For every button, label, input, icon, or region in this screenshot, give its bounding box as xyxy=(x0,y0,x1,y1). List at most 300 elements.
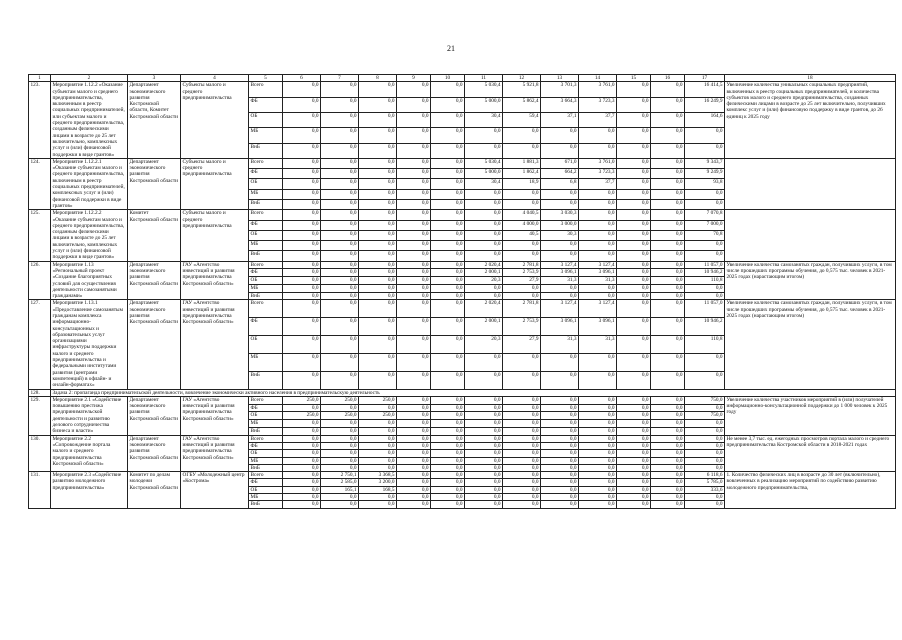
funding-amount: 0,0 xyxy=(465,427,503,435)
expected-result: Увеличение количества самозанятых граждан, получивших услуги, в том числе прошедших программы обучения, до 0,575 тыс. человек в 2021-2025 годах (нарастающим итогом) xyxy=(725,300,896,389)
funding-amount: 0,0 xyxy=(617,457,651,464)
funding-amount: 0,0 xyxy=(431,494,465,501)
funding-source: Всего xyxy=(249,261,283,269)
activity-funding-row xyxy=(29,158,896,168)
funding-amount: 0,0 xyxy=(283,494,321,501)
funding-amount: 250,0 xyxy=(321,396,359,404)
funding-amount: 0,0 xyxy=(541,501,579,508)
column-number-header: 4 xyxy=(181,75,249,82)
funding-amount: 0,0 xyxy=(465,472,503,479)
funding-amount: 0,0 xyxy=(651,169,685,179)
funding-amount: 0,0 xyxy=(397,420,431,428)
activity-name: Мероприятие 2.1 «Содействие повышению престижа предпринимательской деятельности и развитию делового сотрудничества бизнеса и власти» xyxy=(51,396,128,435)
funding-amount: 671,0 xyxy=(541,158,579,168)
funding-amount: 0,0 xyxy=(359,420,397,428)
funding-amount: 0,0 xyxy=(397,412,431,420)
funding-amount: 0,0 xyxy=(431,241,465,251)
expected-result xyxy=(725,210,896,261)
funding-amount: 0,0 xyxy=(651,435,685,442)
funding-recipient: ГАУ «Агентство инвестиций и развития предпринимательства Костромской области» xyxy=(181,396,249,435)
funding-amount: 0,0 xyxy=(617,277,651,285)
funding-amount: 0,0 xyxy=(397,427,431,435)
funding-amount: 165,1 xyxy=(321,486,359,493)
funding-amount: 0,0 xyxy=(397,220,431,230)
funding-source: ВнБ xyxy=(249,371,283,389)
column-number-header: 6 xyxy=(283,75,321,82)
funding-amount: 0,0 xyxy=(617,336,651,354)
funding-amount: 0,0 xyxy=(283,82,321,97)
activity-name: Мероприятие 1.12.2.1 «Оказание субъектам малого и среднего предпринимательства, включенным в реестр социальных предпринимателей, комплексных услуг и (или) финансовой поддержки в виде грантов» xyxy=(51,158,128,209)
funding-amount: 0,0 xyxy=(503,457,541,464)
funding-amount: 0,0 xyxy=(359,179,397,189)
funding-amount: 0,0 xyxy=(431,82,465,97)
funding-source: МБ xyxy=(249,457,283,464)
funding-amount: 0,0 xyxy=(651,179,685,189)
funding-amount: 0,0 xyxy=(397,277,431,285)
funding-amount: 0,0 xyxy=(283,277,321,285)
funding-amount: 0,0 xyxy=(397,404,431,412)
funding-amount: 0,0 xyxy=(431,112,465,127)
funding-amount: 0,0 xyxy=(283,97,321,112)
funding-amount: 0,0 xyxy=(359,464,397,471)
funding-amount: 0,0 xyxy=(397,353,431,371)
funding-amount: 0,0 xyxy=(397,464,431,471)
funding-amount: 0,0 xyxy=(321,277,359,285)
row-number: 124. xyxy=(29,158,51,209)
funding-amount: 0,0 xyxy=(359,199,397,209)
funding-source: ОБ xyxy=(249,230,283,240)
funding-amount: 0,0 xyxy=(651,457,685,464)
funding-amount: 0,0 xyxy=(617,318,651,336)
expected-result: Увеличение количества самозанятых граждан, получивших услуги, в том числе прошедших программы обучения, до 0,575 тыс. человек в 2021-2025 годах (нарастающим итогом) xyxy=(725,261,896,300)
funding-amount: 0,0 xyxy=(617,230,651,240)
funding-amount: 0,0 xyxy=(617,353,651,371)
funding-amount: 40,5 xyxy=(503,230,541,240)
funding-amount: 0,0 xyxy=(651,251,685,261)
funding-source: ФБ xyxy=(249,318,283,336)
funding-source: ОБ xyxy=(249,179,283,189)
funding-amount: 0,0 xyxy=(579,472,617,479)
funding-amount: 0,0 xyxy=(283,179,321,189)
funding-recipient: Субъекты малого и среднего предпринимательства xyxy=(181,82,249,159)
funding-amount: 16 249,9 xyxy=(685,97,725,112)
funding-amount: 3 200,0 xyxy=(359,479,397,486)
funding-amount: 5 000,0 xyxy=(465,97,503,112)
responsible-executor: Департамент экономического развития Костромской области xyxy=(128,158,181,209)
funding-amount: 0,0 xyxy=(321,494,359,501)
funding-amount: 5 000,0 xyxy=(465,169,503,179)
funding-amount: 30,4 xyxy=(465,112,503,127)
funding-amount: 664,2 xyxy=(541,169,579,179)
funding-amount: 0,0 xyxy=(359,300,397,318)
funding-amount: 0,0 xyxy=(651,284,685,292)
funding-amount: 10 946,2 xyxy=(685,318,725,336)
funding-amount: 0,0 xyxy=(651,277,685,285)
funding-amount: 0,0 xyxy=(465,479,503,486)
funding-amount: 0,0 xyxy=(651,486,685,493)
funding-amount: 6 118,6 xyxy=(685,472,725,479)
funding-amount: 0,0 xyxy=(503,292,541,300)
funding-source: ФБ xyxy=(249,404,283,412)
funding-amount: 7 070,8 xyxy=(685,210,725,220)
funding-amount: 0,0 xyxy=(465,143,503,158)
funding-amount: 0,0 xyxy=(397,435,431,442)
funding-amount: 0,0 xyxy=(541,199,579,209)
funding-source: ФБ xyxy=(249,269,283,277)
funding-amount: 333,6 xyxy=(685,486,725,493)
activity-name: Мероприятие 1.13 «Региональный проект «Создание благоприятных условий для осуществления деятельности самозанятыми гражданами» xyxy=(51,261,128,300)
funding-source: МБ xyxy=(249,353,283,371)
funding-amount: 0,0 xyxy=(321,97,359,112)
funding-amount: 0,0 xyxy=(431,210,465,220)
funding-amount: 2 750,1 xyxy=(321,472,359,479)
funding-amount: 0,0 xyxy=(397,128,431,143)
funding-amount: 0,0 xyxy=(359,457,397,464)
funding-amount: 0,0 xyxy=(283,169,321,179)
funding-amount: 0,0 xyxy=(651,269,685,277)
funding-amount: 0,0 xyxy=(321,158,359,168)
funding-amount: 3 127,4 xyxy=(541,300,579,318)
funding-amount: 11 057,0 xyxy=(685,261,725,269)
funding-amount: 0,0 xyxy=(465,189,503,199)
funding-amount: 0,0 xyxy=(283,143,321,158)
funding-amount: 0,0 xyxy=(397,230,431,240)
funding-amount: 0,0 xyxy=(283,420,321,428)
funding-amount: 0,0 xyxy=(359,128,397,143)
funding-amount: 1 862,4 xyxy=(503,169,541,179)
funding-amount: 0,0 xyxy=(651,261,685,269)
activity-funding-row xyxy=(29,261,896,269)
funding-amount: 0,0 xyxy=(617,82,651,97)
expected-result: Увеличение количества участников мероприятий в (или) получателей информационно-консультационной поддержки до 1 000 человек к 2025 году xyxy=(725,396,896,435)
responsible-executor: Департамент экономического развития Костромской области, Комитет Костромской области xyxy=(128,82,181,159)
funding-amount: 250,0 xyxy=(359,396,397,404)
funding-amount: 0,0 xyxy=(431,318,465,336)
funding-amount: 6,8 xyxy=(541,179,579,189)
funding-amount: 0,0 xyxy=(651,494,685,501)
funding-amount: 0,0 xyxy=(431,261,465,269)
funding-amount: 0,0 xyxy=(321,82,359,97)
funding-amount: 0,0 xyxy=(321,450,359,457)
funding-amount: 20,3 xyxy=(465,277,503,285)
expected-result xyxy=(725,158,896,209)
funding-amount: 0,0 xyxy=(465,251,503,261)
funding-amount: 0,0 xyxy=(617,261,651,269)
funding-amount: 0,0 xyxy=(617,427,651,435)
funding-amount: 250,0 xyxy=(283,412,321,420)
funding-amount: 0,0 xyxy=(283,353,321,371)
funding-amount: 0,0 xyxy=(321,457,359,464)
funding-amount: 0,0 xyxy=(283,457,321,464)
funding-amount: 0,0 xyxy=(465,230,503,240)
funding-source: ОБ xyxy=(249,112,283,127)
funding-amount: 0,0 xyxy=(617,169,651,179)
funding-amount: 0,0 xyxy=(579,230,617,240)
column-number-header: 15 xyxy=(617,75,651,82)
funding-amount: 0,0 xyxy=(651,420,685,428)
funding-amount: 3 127,4 xyxy=(541,261,579,269)
funding-amount: 0,0 xyxy=(651,479,685,486)
funding-source: ВнБ xyxy=(249,292,283,300)
funding-amount: 0,0 xyxy=(617,179,651,189)
funding-amount: 0,0 xyxy=(283,450,321,457)
funding-amount: 0,0 xyxy=(397,158,431,168)
column-number-header: 16 xyxy=(651,75,685,82)
funding-amount: 0,0 xyxy=(359,371,397,389)
funding-amount: 0,0 xyxy=(359,501,397,508)
funding-amount: 0,0 xyxy=(617,158,651,168)
funding-amount: 0,0 xyxy=(651,336,685,354)
funding-amount: 0,0 xyxy=(431,179,465,189)
funding-amount: 0,0 xyxy=(431,442,465,449)
funding-amount: 0,0 xyxy=(283,318,321,336)
funding-amount: 0,0 xyxy=(617,199,651,209)
funding-amount: 0,0 xyxy=(431,189,465,199)
funding-amount: 0,0 xyxy=(503,450,541,457)
column-number-header: 8 xyxy=(359,75,397,82)
funding-source: МБ xyxy=(249,420,283,428)
funding-amount: 0,0 xyxy=(397,494,431,501)
funding-amount: 3 096,1 xyxy=(579,269,617,277)
expected-result: Не менее 3,7 тыс. ед. ежегодных просмотров портала малого и среднего предпринимательства Костромской области в 2018-2021 годах xyxy=(725,435,896,471)
column-number-header-row xyxy=(29,75,896,82)
funding-amount: 0,0 xyxy=(465,457,503,464)
funding-amount: 0,0 xyxy=(431,336,465,354)
row-number: 131. xyxy=(29,472,51,508)
funding-recipient: Субъекты малого и среднего предпринимательства xyxy=(181,158,249,209)
funding-source: МБ xyxy=(249,128,283,143)
funding-amount: 0,0 xyxy=(431,230,465,240)
funding-amount: 0,0 xyxy=(397,371,431,389)
funding-amount: 3 096,1 xyxy=(579,318,617,336)
funding-amount: 0,0 xyxy=(465,442,503,449)
funding-amount: 0,0 xyxy=(359,169,397,179)
funding-amount: 0,0 xyxy=(321,128,359,143)
column-number-header: 17 xyxy=(685,75,725,82)
row-number: 126. xyxy=(29,261,51,300)
funding-amount: 0,0 xyxy=(541,464,579,471)
funding-amount: 0,0 xyxy=(685,128,725,143)
funding-source: МБ xyxy=(249,494,283,501)
funding-amount: 0,0 xyxy=(503,486,541,493)
funding-amount: 0,0 xyxy=(685,189,725,199)
funding-amount: 0,0 xyxy=(397,179,431,189)
funding-source: ОБ xyxy=(249,486,283,493)
funding-amount: 5 921,8 xyxy=(503,82,541,97)
funding-amount: 0,0 xyxy=(541,427,579,435)
funding-amount: 3 096,1 xyxy=(541,269,579,277)
funding-amount: 0,0 xyxy=(617,404,651,412)
funding-amount: 0,0 xyxy=(431,353,465,371)
funding-amount: 0,0 xyxy=(431,396,465,404)
funding-amount: 0,0 xyxy=(541,412,579,420)
funding-source: ОБ xyxy=(249,450,283,457)
funding-amount: 0,0 xyxy=(397,442,431,449)
funding-amount: 0,0 xyxy=(397,112,431,127)
funding-amount: 0,0 xyxy=(465,199,503,209)
funding-amount: 250,0 xyxy=(321,412,359,420)
funding-amount: 0,0 xyxy=(397,457,431,464)
funding-amount: 0,0 xyxy=(431,427,465,435)
funding-amount: 0,0 xyxy=(617,284,651,292)
funding-amount: 0,0 xyxy=(321,464,359,471)
funding-amount: 0,0 xyxy=(651,230,685,240)
funding-amount: 0,0 xyxy=(431,143,465,158)
funding-amount: 18,9 xyxy=(503,179,541,189)
funding-amount: 0,0 xyxy=(397,97,431,112)
funding-amount: 0,0 xyxy=(541,396,579,404)
funding-amount: 0,0 xyxy=(397,82,431,97)
funding-amount: 0,0 xyxy=(397,143,431,158)
funding-amount: 0,0 xyxy=(283,479,321,486)
funding-amount: 0,0 xyxy=(397,199,431,209)
funding-amount: 0,0 xyxy=(685,371,725,389)
funding-amount: 37,1 xyxy=(541,112,579,127)
funding-amount: 0,0 xyxy=(283,284,321,292)
funding-amount: 0,0 xyxy=(685,292,725,300)
funding-amount: 0,0 xyxy=(283,269,321,277)
funding-amount: 0,0 xyxy=(431,479,465,486)
funding-source: ВнБ xyxy=(249,199,283,209)
funding-amount: 0,0 xyxy=(465,412,503,420)
funding-amount: 0,0 xyxy=(283,251,321,261)
column-number-header: 5 xyxy=(249,75,283,82)
funding-source: Всего xyxy=(249,472,283,479)
funding-amount: 0,0 xyxy=(541,292,579,300)
funding-amount: 0,0 xyxy=(465,450,503,457)
funding-amount: 0,0 xyxy=(321,292,359,300)
expected-result: 1. Количество физических лиц в возрасте до 30 лет (включительно), вовлеченных в реализацию мероприятий по содействию развитию молодежного предпринимательства, xyxy=(725,472,896,508)
funding-amount: 0,0 xyxy=(321,189,359,199)
funding-amount: 0,0 xyxy=(397,189,431,199)
funding-amount: 0,0 xyxy=(359,404,397,412)
funding-amount: 0,0 xyxy=(617,241,651,251)
funding-amount: 0,0 xyxy=(579,442,617,449)
funding-amount: 0,0 xyxy=(283,210,321,220)
funding-amount: 0,0 xyxy=(651,210,685,220)
funding-amount: 0,0 xyxy=(321,241,359,251)
funding-amount: 0,0 xyxy=(465,292,503,300)
funding-amount: 0,0 xyxy=(503,464,541,471)
funding-amount: 0,0 xyxy=(541,241,579,251)
funding-amount: 0,0 xyxy=(359,427,397,435)
funding-amount: 0,0 xyxy=(359,158,397,168)
funding-amount: 0,0 xyxy=(431,277,465,285)
funding-amount: 0,0 xyxy=(321,210,359,220)
funding-amount: 7 000,0 xyxy=(685,220,725,230)
funding-amount: 0,0 xyxy=(465,420,503,428)
funding-amount: 0,0 xyxy=(283,230,321,240)
funding-amount: 0,0 xyxy=(283,158,321,168)
funding-amount: 2 753,9 xyxy=(503,269,541,277)
funding-amount: 0,0 xyxy=(617,450,651,457)
funding-amount: 0,0 xyxy=(651,128,685,143)
funding-amount: 27,9 xyxy=(503,336,541,354)
funding-amount: 0,0 xyxy=(359,251,397,261)
funding-amount: 0,0 xyxy=(397,501,431,508)
funding-amount: 0,0 xyxy=(617,486,651,493)
funding-amount: 0,0 xyxy=(617,435,651,442)
funding-amount: 0,0 xyxy=(651,292,685,300)
funding-amount: 0,0 xyxy=(541,143,579,158)
funding-amount: 0,0 xyxy=(685,427,725,435)
funding-amount: 0,0 xyxy=(321,336,359,354)
funding-amount: 0,0 xyxy=(359,112,397,127)
funding-amount: 0,0 xyxy=(431,472,465,479)
funding-amount: 0,0 xyxy=(321,169,359,179)
funding-amount: 0,0 xyxy=(431,97,465,112)
funding-source: Всего xyxy=(249,82,283,97)
funding-amount: 0,0 xyxy=(397,251,431,261)
funding-amount: 2 585,0 xyxy=(321,479,359,486)
funding-recipient: ГАУ «Агентство инвестиций и развития предпринимательства Костромской области» xyxy=(181,300,249,389)
funding-amount: 0,0 xyxy=(617,97,651,112)
funding-amount: 0,0 xyxy=(321,251,359,261)
funding-amount: 0,0 xyxy=(651,472,685,479)
funding-amount: 0,0 xyxy=(503,189,541,199)
funding-amount: 27,9 xyxy=(503,277,541,285)
funding-amount: 3 096,1 xyxy=(541,318,579,336)
funding-amount: 0,0 xyxy=(321,261,359,269)
funding-amount: 0,0 xyxy=(465,494,503,501)
funding-amount: 0,0 xyxy=(503,404,541,412)
funding-amount: 0,0 xyxy=(321,442,359,449)
funding-amount: 0,0 xyxy=(359,292,397,300)
funding-amount: 0,0 xyxy=(579,199,617,209)
funding-amount: 0,0 xyxy=(503,427,541,435)
funding-amount: 0,0 xyxy=(617,371,651,389)
funding-amount: 0,0 xyxy=(321,435,359,442)
funding-amount: 11 057,0 xyxy=(685,300,725,318)
funding-amount: 0,0 xyxy=(283,128,321,143)
funding-amount: 0,0 xyxy=(685,435,725,442)
funding-source: Всего xyxy=(249,396,283,404)
funding-amount: 0,0 xyxy=(541,450,579,457)
activity-funding-row xyxy=(29,472,896,479)
row-number: 130. xyxy=(29,435,51,471)
funding-amount: 0,0 xyxy=(617,251,651,261)
funding-amount: 0,0 xyxy=(397,284,431,292)
row-number: 125. xyxy=(29,210,51,261)
column-number-header: 13 xyxy=(541,75,579,82)
funding-amount: 2 020,4 xyxy=(465,261,503,269)
funding-amount: 0,0 xyxy=(685,284,725,292)
funding-amount: 0,0 xyxy=(579,412,617,420)
funding-amount: 0,0 xyxy=(465,501,503,508)
funding-source: ОБ xyxy=(249,412,283,420)
funding-amount: 5 030,4 xyxy=(465,158,503,168)
funding-amount: 750,0 xyxy=(685,412,725,420)
funding-amount: 0,0 xyxy=(617,479,651,486)
activity-name: Мероприятие 1.12.2.2 «Оказание субъектам малого и среднего предпринимательства, созданным физическими лицами в возрасте до 25 лет включительно, комплексных услуг и (или) финансовой поддержки в виде грантов» xyxy=(51,210,128,261)
funding-amount: 0,0 xyxy=(359,284,397,292)
funding-amount: 0,0 xyxy=(431,404,465,412)
funding-amount: 30,3 xyxy=(541,230,579,240)
funding-amount: 0,0 xyxy=(321,420,359,428)
funding-amount: 0,0 xyxy=(503,494,541,501)
funding-amount: 0,0 xyxy=(283,435,321,442)
funding-amount: 0,0 xyxy=(685,457,725,464)
funding-amount: 0,0 xyxy=(431,300,465,318)
funding-amount: 0,0 xyxy=(579,143,617,158)
funding-amount: 0,0 xyxy=(431,435,465,442)
funding-amount: 0,0 xyxy=(283,501,321,508)
funding-amount: 0,0 xyxy=(541,404,579,412)
funding-amount: 0,0 xyxy=(617,494,651,501)
funding-amount: 2 781,8 xyxy=(503,300,541,318)
activity-name: Мероприятие 2.2 «Сопровождение портала малого и среднего предпринимательства Костромской области» xyxy=(51,435,128,471)
funding-amount: 0,0 xyxy=(397,300,431,318)
